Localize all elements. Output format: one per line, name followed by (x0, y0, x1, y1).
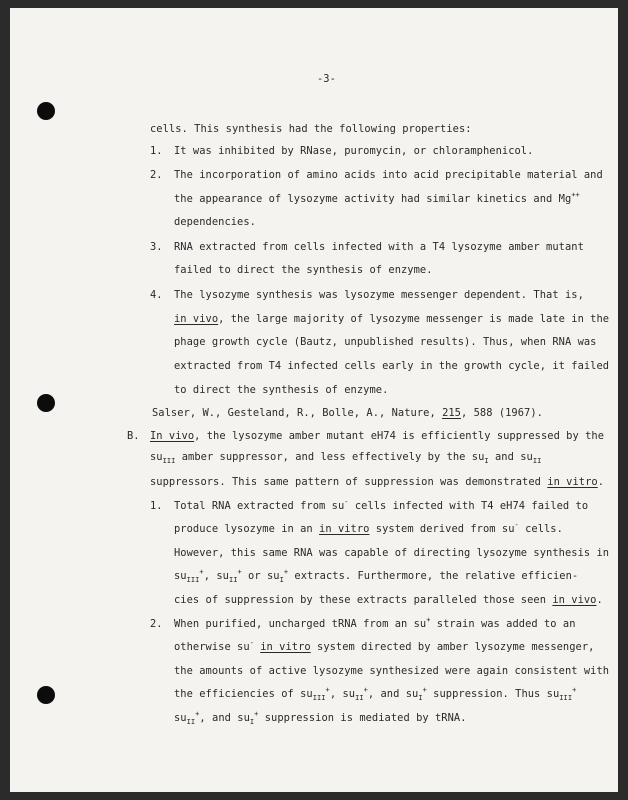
list-number: 4. (150, 289, 163, 301)
text-line: extracted from T4 infected cells early in the growth cycle, it failed (174, 360, 610, 372)
intro-line: cells. This synthesis had the following properties: (150, 123, 472, 135)
text-line: $su_{III}^+$, $su_{II}^+$ or $su_I^+$ extracts. Furthermore, the relative efficien- (174, 568, 579, 584)
text-line: cies of suppression by these extracts paralleled those seen in vivo. (174, 594, 603, 606)
text-line: failed to direct the synthesis of enzyme. (174, 264, 433, 276)
text-line: suppressors. This same pattern of suppression was demonstrated in vitro. (150, 476, 605, 488)
list-number: 3. (150, 241, 163, 253)
text-line: When purified, uncharged tRNA from an su+ strain was added to an (174, 616, 576, 630)
text-line: Total RNA extracted from su- cells infected with T4 eH74 failed to (174, 498, 589, 512)
text-line: It was inhibited by RNase, puromycin, or chloramphenicol. (174, 145, 534, 157)
text-line: phage growth cycle (Bautz, unpublished results). Thus, when RNA was (174, 336, 597, 348)
text-line: the amounts of active lysozyme synthesized were again consistent with (174, 665, 610, 677)
text-line: The lysozyme synthesis was lysozyme messenger dependent. That is, (174, 289, 584, 301)
text-line: $su_{II}^+$, and $su_I^+$ suppression is mediated by tRNA. (174, 710, 467, 726)
text-line: dependencies. (174, 216, 256, 228)
text-line: the appearance of lysozyme activity had similar kinetics and Mg++ (174, 191, 580, 205)
text-line: produce lysozyme in an in vitro system derived from su- cells. (174, 521, 563, 535)
text-line: The incorporation of amino acids into acid precipitable material and (174, 169, 603, 181)
document-page (10, 8, 618, 792)
punch-hole (37, 686, 55, 704)
reference-citation: Salser, W., Gesteland, R., Bolle, A., Nature, 215, 588 (1967). (152, 407, 543, 419)
section-letter: B. (127, 430, 140, 442)
text-line: to direct the synthesis of enzyme. (174, 384, 389, 396)
list-number: 1. (150, 500, 163, 512)
text-line: otherwise su- in vitro system directed by amber lysozyme messenger, (174, 639, 595, 653)
punch-hole (37, 102, 55, 120)
text-line: However, this same RNA was capable of directing lysozyme synthesis in (174, 547, 610, 559)
text-line: RNA extracted from cells infected with a T4 lysozyme amber mutant (174, 241, 584, 253)
text-line: In vivo, the lysozyme amber mutant eH74 is efficiently suppressed by the (150, 430, 605, 442)
list-number: 1. (150, 145, 163, 157)
text-line: $su_{III}$ amber suppressor, and less effectively by the $su_I$ and $su_{II}$ (150, 451, 542, 465)
page-number: -3- (317, 73, 336, 85)
text-line: in vivo, the large majority of lysozyme messenger is made late in the (174, 313, 610, 325)
punch-hole (37, 394, 55, 412)
list-number: 2. (150, 618, 163, 630)
text-line: the efficiencies of $su_{III}^+$, $su_{II}^+$, and $su_I^+$ suppression. Thus $su_{III}^+$ (174, 686, 577, 702)
list-number: 2. (150, 169, 163, 181)
